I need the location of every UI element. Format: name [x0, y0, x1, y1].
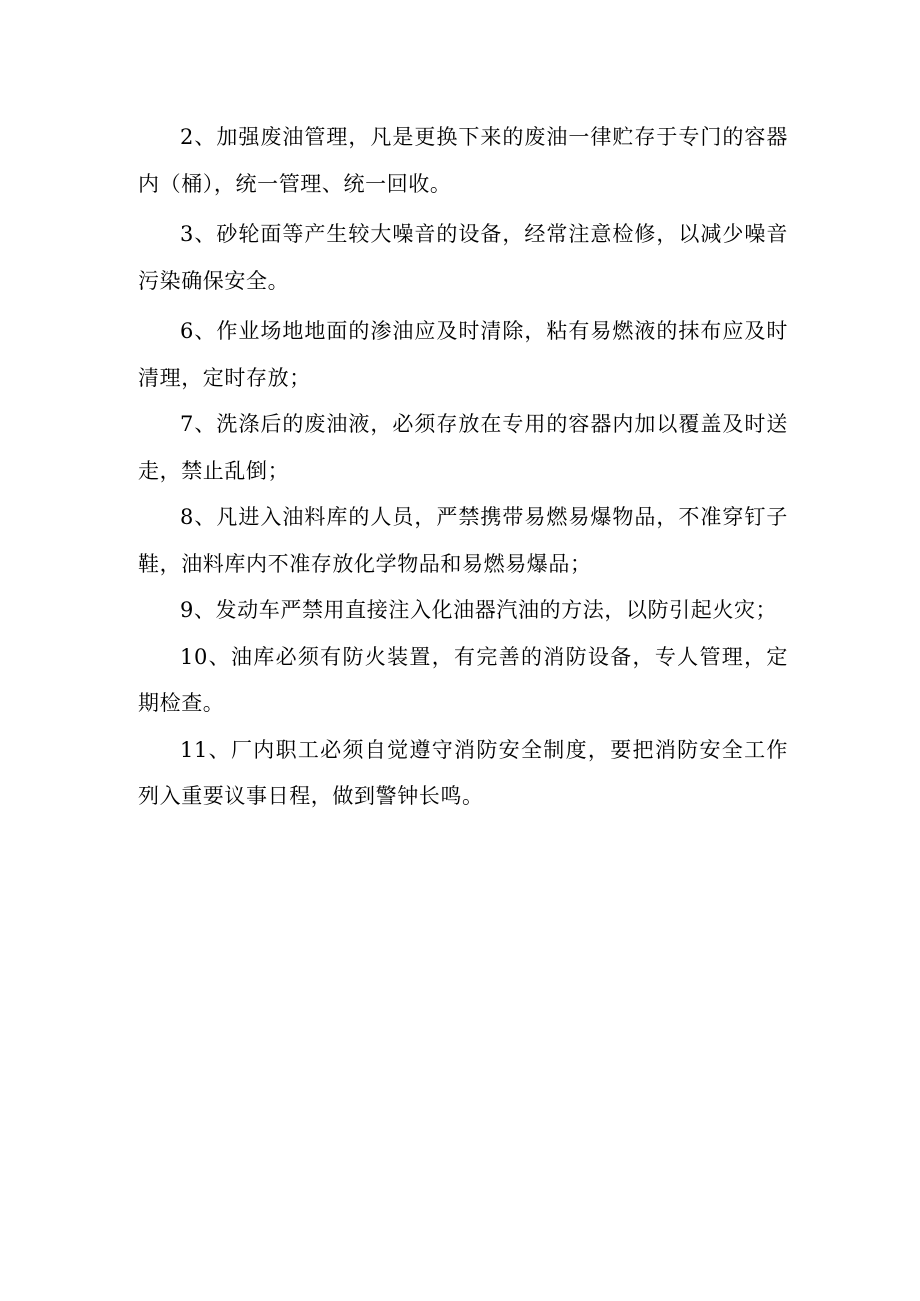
paragraph-item-2: 2、加强废油管理，凡是更换下来的废油一律贮存于专门的容器内（桶），统一管理、统一回收。: [138, 125, 788, 196]
paragraph-item-10: 10、油库必须有防火装置，有完善的消防设备，专人管理，定期检查。: [138, 644, 788, 715]
document-body: [138, 114, 788, 820]
paragraph-item-8: 8、凡进入油料库的人员，严禁携带易燃易爆物品，不准穿钉子鞋，油料库内不准存放化学物品和易燃易爆品；: [138, 505, 788, 576]
paragraph-item-3: 3、砂轮面等产生较大噪音的设备，经常注意检修，以减少噪音污染确保安全。: [138, 222, 788, 293]
paragraph-item-9: 9、发动车严禁用直接注入化油器汽油的方法，以防引起火灾；: [180, 598, 778, 622]
paragraph-item-7: 7、洗涤后的废油液，必须存放在专用的容器内加以覆盖及时送走，禁止乱倒；: [138, 412, 788, 483]
paragraph-item-11: 11、厂内职工必须自觉遵守消防安全制度，要把消防安全工作列入重要议事日程，做到警钟长鸣。: [138, 737, 788, 808]
paragraph-item-6: 6、作业场地地面的渗油应及时清除，粘有易燃液的抹布应及时清理，定时存放；: [138, 319, 788, 390]
